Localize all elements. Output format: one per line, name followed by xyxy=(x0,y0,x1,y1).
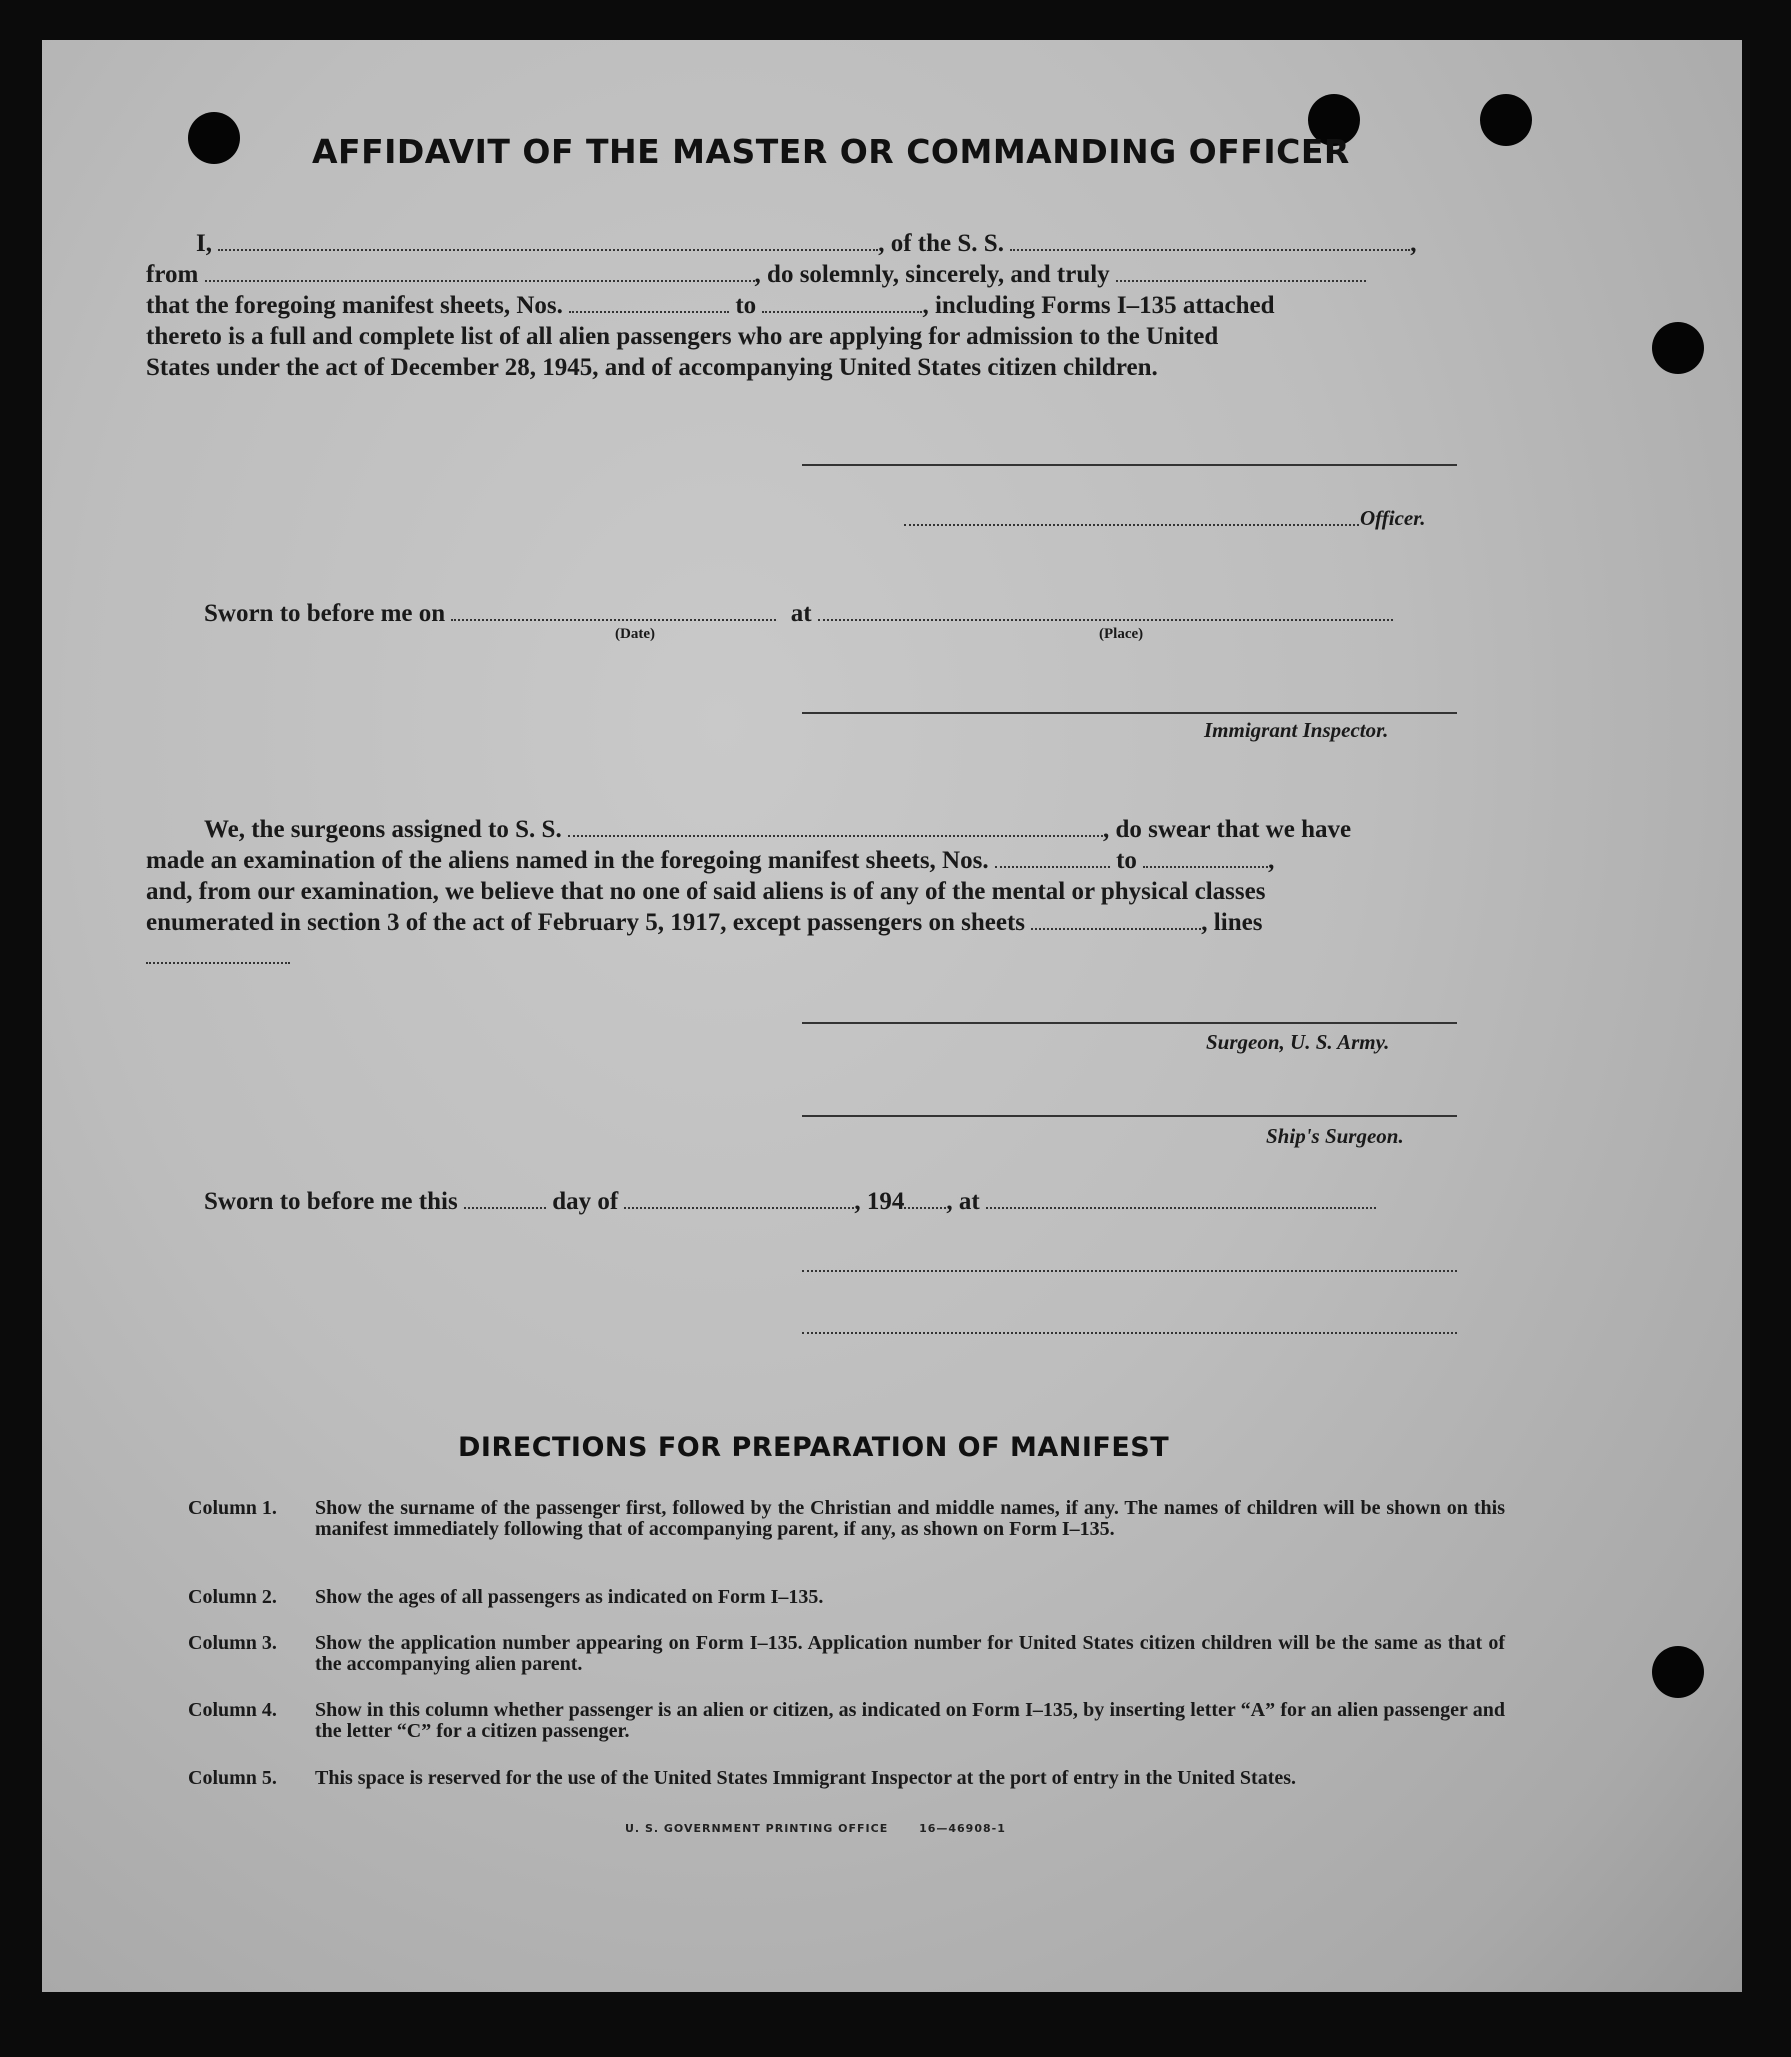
printer-name: U. S. GOVERNMENT PRINTING OFFICE xyxy=(625,1822,889,1835)
direction-text: Show the surname of the passenger first, followed by the Christian and middle names, if any. The names of children will be shown on this manifest immediately following that of accompanying parent, if any, as shown on Form I–135. xyxy=(315,1497,1505,1540)
direction-column-label: Column 4. xyxy=(188,1699,277,1721)
inspector-label: Immigrant Inspector. xyxy=(1204,718,1389,742)
except-sheets-field[interactable] xyxy=(1031,908,1201,930)
direction-column-label: Column 3. xyxy=(188,1632,277,1654)
master-signature-line[interactable] xyxy=(802,464,1457,466)
sworn-before-1 xyxy=(204,598,1393,629)
surgeons-line-2 xyxy=(146,845,1274,876)
sworn-text: at xyxy=(790,600,812,627)
punch-hole xyxy=(1652,1646,1704,1698)
affidavit-line-5: States under the act of December 28, 1945, and of accompanying United States citizen children. xyxy=(146,354,1158,381)
surgeons-text: , do swear that we have xyxy=(1102,816,1352,843)
officer-title-line[interactable] xyxy=(904,524,1359,526)
witness-title-line[interactable] xyxy=(802,1332,1457,1334)
sheets-to-field[interactable] xyxy=(762,291,922,313)
direction-column-label: Column 2. xyxy=(188,1586,277,1608)
affidavit-line-3 xyxy=(146,290,1275,321)
surgeon-ship-field[interactable] xyxy=(568,815,1103,837)
army-surgeon-label: Surgeon, U. S. Army. xyxy=(1206,1030,1390,1054)
sworn-text: , at xyxy=(946,1188,980,1215)
direction-column-label: Column 5. xyxy=(188,1767,277,1789)
sworn-at-field[interactable] xyxy=(986,1187,1376,1209)
lines-field[interactable] xyxy=(146,962,290,964)
sheets-from-field[interactable] xyxy=(569,291,729,313)
sworn-month-field[interactable] xyxy=(624,1187,854,1209)
witness-signature-line[interactable] xyxy=(802,1270,1457,1272)
port-from-field[interactable] xyxy=(205,260,755,282)
direction-text: Show in this column whether passenger is an alien or citizen, as indicated on Form I–135, by inserting letter “A” for an alien passenger and the letter “C” for a citizen passenger. xyxy=(315,1699,1505,1742)
form-page xyxy=(42,40,1742,1992)
affidavit-text: , xyxy=(1410,230,1417,257)
surgeons-text: enumerated in section 3 of the act of February 5, 1917, except passengers on sheets xyxy=(146,909,1026,936)
surgeons-text: made an examination of the aliens named in the foregoing manifest sheets, Nos. xyxy=(146,847,989,874)
surgeon-sheets-to-field[interactable] xyxy=(1143,846,1268,868)
sworn-day-field[interactable] xyxy=(464,1187,546,1209)
affidavit-text: , including Forms I–135 attached xyxy=(922,292,1275,319)
punch-hole xyxy=(1652,322,1704,374)
sworn-place-field[interactable] xyxy=(818,599,1393,621)
surgeons-text: to xyxy=(1116,847,1137,874)
inspector-signature-line[interactable] xyxy=(802,712,1457,714)
direction-text: Show the ages of all passengers as indicated on Form I–135. xyxy=(315,1586,824,1608)
sworn-before-2 xyxy=(204,1186,1376,1217)
direction-text: This space is reserved for the use of the United States Immigrant Inspector at the port of entry in the United States. xyxy=(315,1767,1297,1789)
printer-imprint xyxy=(625,1822,1006,1835)
surgeons-line-1 xyxy=(204,814,1351,845)
punch-hole xyxy=(1480,94,1532,146)
master-name-field[interactable] xyxy=(218,229,878,251)
surgeons-line-3: and, from our examination, we believe that no one of said aliens is of any of the mental or physical classes xyxy=(146,878,1266,905)
affidavit-text: that the foregoing manifest sheets, Nos. xyxy=(146,292,563,319)
place-label: (Place) xyxy=(1099,626,1144,642)
affidavit-text: , do solemnly, sincerely, and truly xyxy=(754,261,1110,288)
sworn-text: , 194 xyxy=(854,1188,905,1215)
sworn-year-field[interactable] xyxy=(904,1187,946,1209)
ship-surgeon-signature-line[interactable] xyxy=(802,1115,1457,1117)
affidavit-line-2 xyxy=(146,259,1366,290)
surgeons-text: We, the surgeons assigned to S. S. xyxy=(204,816,562,843)
ship-name-field[interactable] xyxy=(1010,229,1410,251)
affidavit-title: AFFIDAVIT OF THE MASTER OR COMMANDING OFFICER xyxy=(312,132,1350,171)
affirm-field[interactable] xyxy=(1116,260,1366,282)
sworn-text: Sworn to before me on xyxy=(204,600,446,627)
sworn-date-field[interactable] xyxy=(451,599,776,621)
surgeons-line-4 xyxy=(146,907,1262,938)
form-code: 16—46908-1 xyxy=(919,1822,1006,1835)
sworn-text: day of xyxy=(552,1188,619,1215)
directions-title: DIRECTIONS FOR PREPARATION OF MANIFEST xyxy=(458,1432,1170,1463)
surgeons-text: , lines xyxy=(1201,909,1263,936)
affidavit-text: , of the S. S. xyxy=(878,230,1004,257)
surgeon-sheets-from-field[interactable] xyxy=(995,846,1110,868)
affidavit-line-4: thereto is a full and complete list of all alien passengers who are applying for admission to the United xyxy=(146,323,1219,350)
direction-column-label: Column 1. xyxy=(188,1497,277,1519)
officer-label: Officer. xyxy=(1360,506,1426,530)
affidavit-text: from xyxy=(146,261,199,288)
direction-text: Show the application number appearing on Form I–135. Application number for United States citizen children will be the same as that of the accompanying alien parent. xyxy=(315,1632,1505,1675)
affidavit-line-1 xyxy=(196,228,1416,259)
surgeons-text: , xyxy=(1268,847,1275,874)
ship-surgeon-label: Ship's Surgeon. xyxy=(1266,1124,1404,1148)
army-surgeon-signature-line[interactable] xyxy=(802,1022,1457,1024)
sworn-text: Sworn to before me this xyxy=(204,1188,458,1215)
punch-hole xyxy=(188,112,240,164)
date-label: (Date) xyxy=(615,626,655,642)
affidavit-text: to xyxy=(735,292,757,319)
affidavit-text: I, xyxy=(196,230,212,257)
